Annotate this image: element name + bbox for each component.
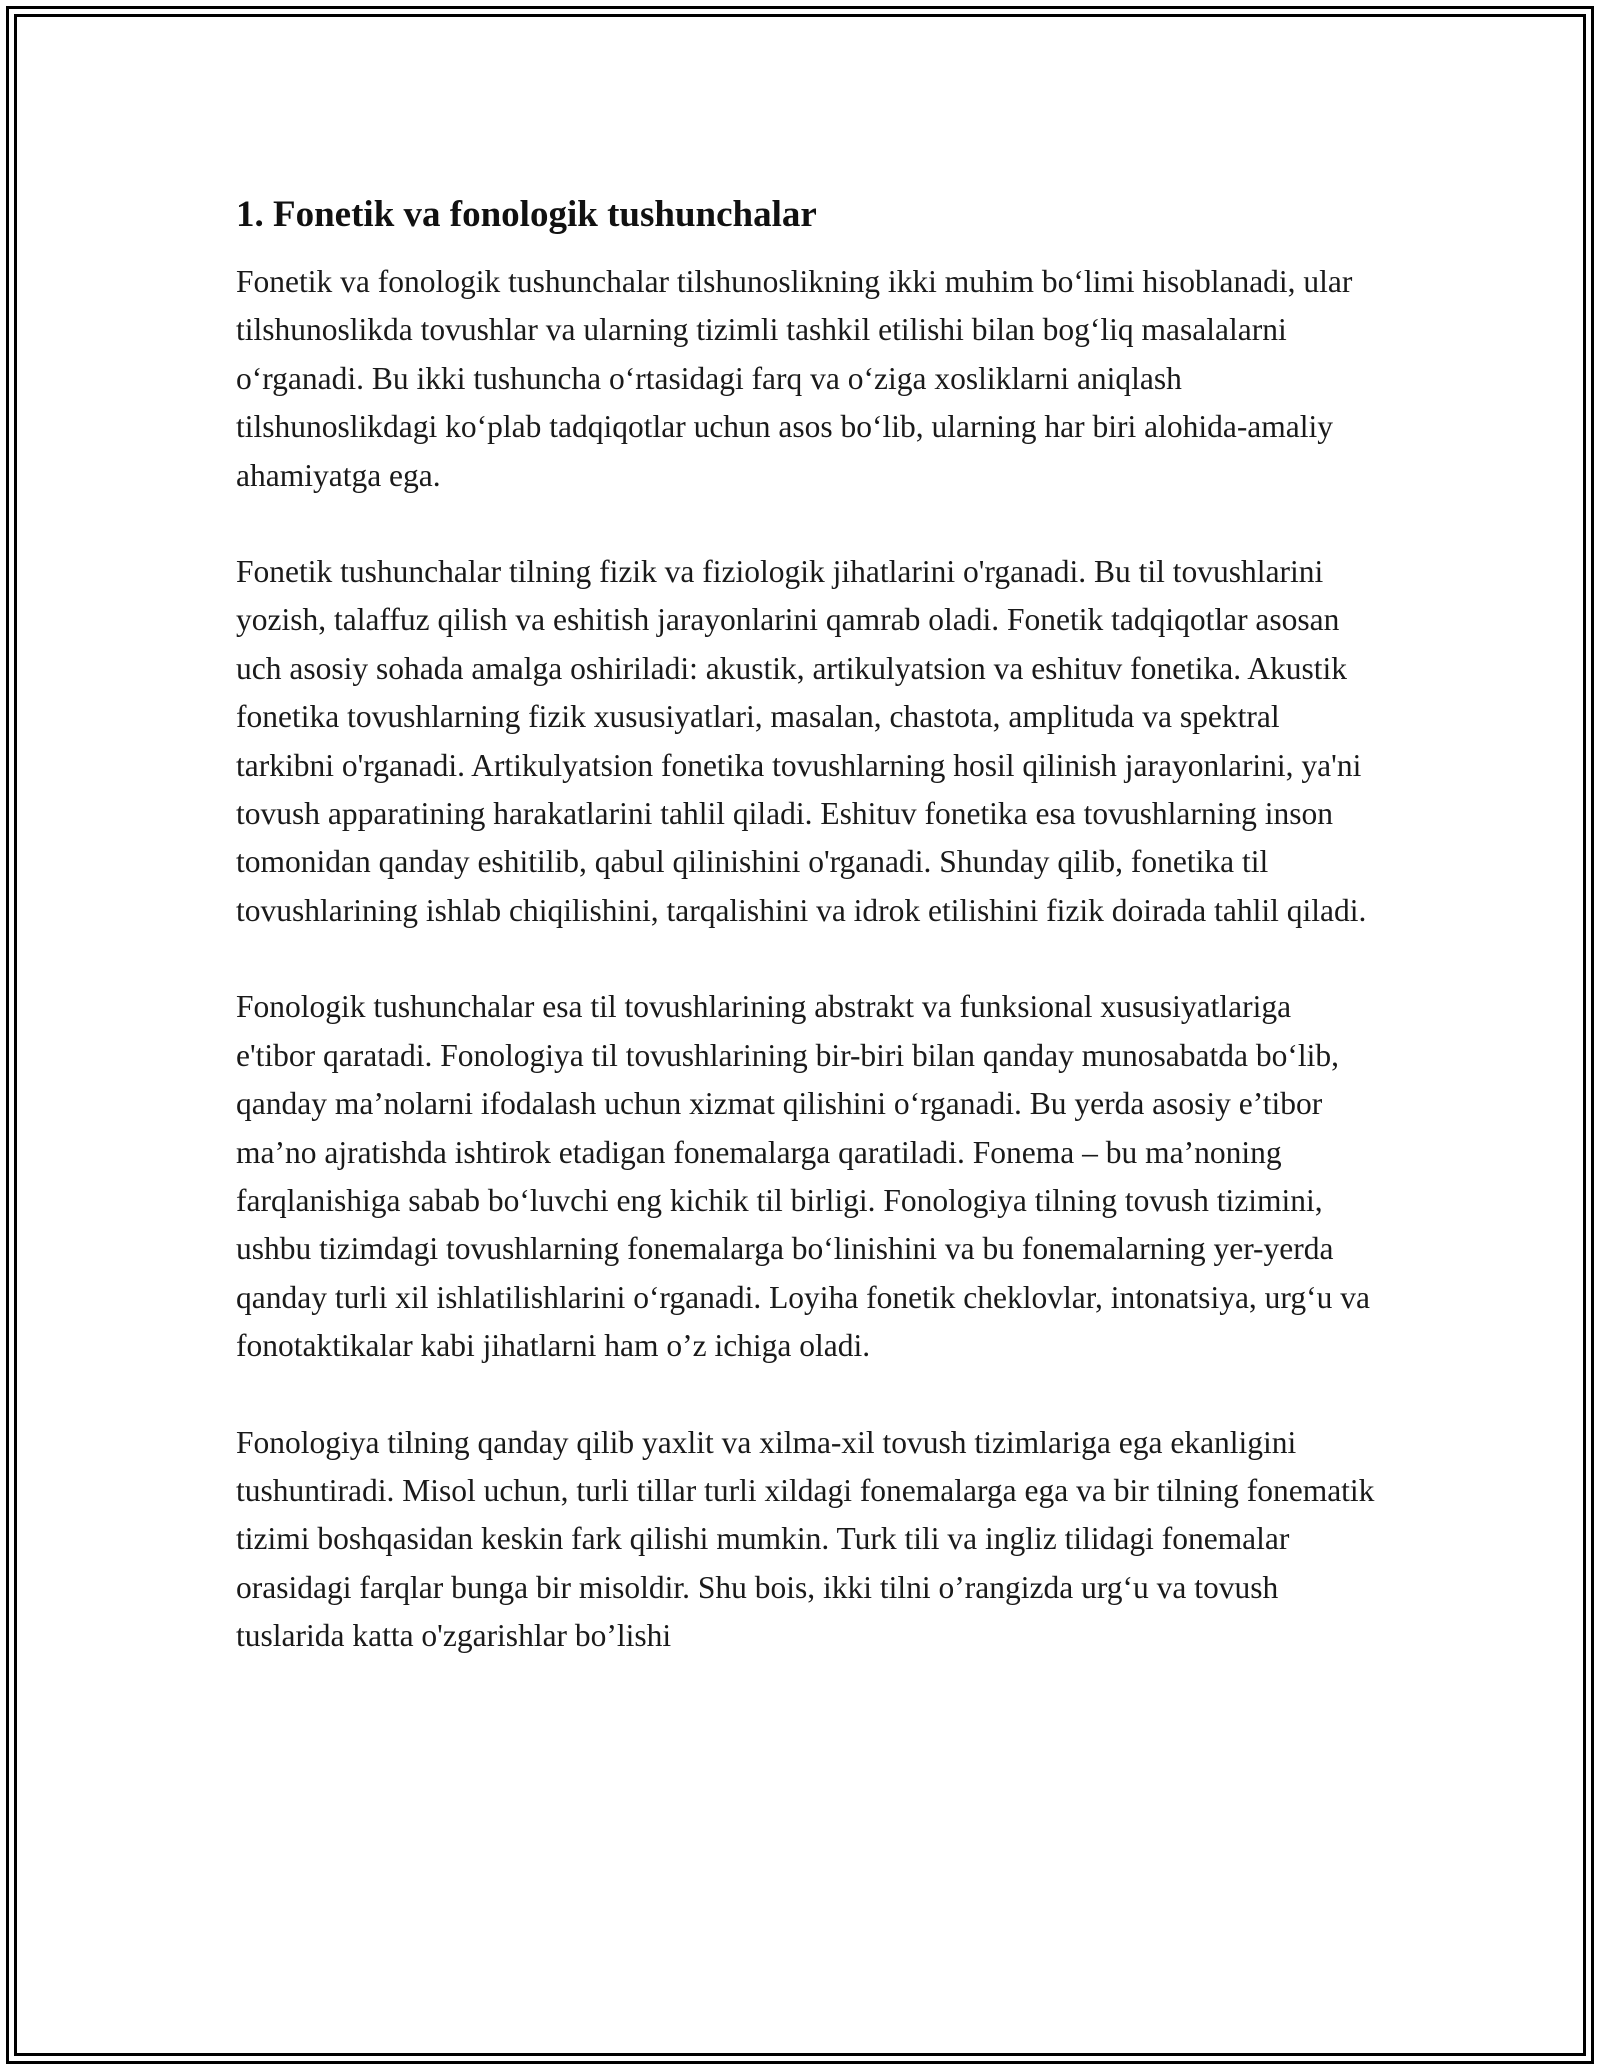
document-body: [236, 190, 1376, 1661]
paragraph-intro: Fonetik va fonologik tushunchalar tilshunoslikning ikki muhim bo‘limi hisoblanadi, ular tilshunoslikda tovushlar va ularning tizimli tashkil etilishi bilan bog‘liq masalalarni o‘rganadi. Bu ikki tushuncha o‘rtasidagi farq va o‘ziga xosliklarni aniqlash tilshunoslikdagi ko‘plab tadqiqotlar uchun asos bo‘lib, ularning har biri alohida-amaliy ahamiyatga ega.: [236, 264, 1353, 493]
paragraph-phonetics: Fonetik tushunchalar tilning fizik va fiziologik jihatlarini o'rganadi. Bu til tovushlarini yozish, talaffuz qilish va eshitish jarayonlarini qamrab oladi. Fonetik tadqiqotlar asosan uch asosiy sohada amalga oshiriladi: akustik, artikulyatsion va eshituv fonetika. Akustik fonetika tovushlarning fizik xususiyatlari, masalan, chastota, amplituda va spektral tarkibni o'rganadi. Artikulyatsion fonetika tovushlarning hosil qilinish jarayonlarini, ya'ni tovush apparatining harakatlarini tahlil qiladi. Eshituv fonetika esa tovushlarning inson tomonidan qanday eshitilib, qabul qilinishini o'rganadi. Shunday qilib, fonetika til tovushlarining ishlab chiqilishini, tarqalishini va idrok etilishini fizik doirada tahlil qiladi.: [236, 554, 1367, 928]
section-heading: 1. Fonetik va fonologik tushunchalar: [236, 194, 817, 235]
paragraph-sound-systems: Fonologiya tilning qanday qilib yaxlit va xilma-xil tovush tizimlariga ega ekanligini tushuntiradi. Misol uchun, turli tillar turli xildagi fonemalarga ega va bir tilning fonematik tizimi boshqasidan keskin fark qilishi mumkin. Turk tili va ingliz tilidagi fonemalar orasidagi farqlar bunga bir misoldir. Shu bois, ikki tilni o’rangizda urg‘u va tovush tuslarida katta o'zgarishlar bo’lishi: [236, 1424, 1375, 1654]
paragraph-phonology: Fonologik tushunchalar esa til tovushlarining abstrakt va funksional xususiyatlariga e'tibor qaratadi. Fonologiya til tovushlarining bir-biri bilan qanday munosabatda bo‘lib, qanday ma’nolarni ifodalash uchun xizmat qilishini o‘rganadi. Bu yerda asosiy e’tibor ma’no ajratishda ishtirok etadigan fonemalarga qaratiladi. Fonema – bu ma’noning farqlanishiga sabab bo‘luvchi eng kichik til birligi. Fonologiya tilning tovush tizimini, ushbu tizimdagi tovushlarning fonemalarga bo‘linishini va bu fonemalarning yer-yerda qanday turli xil ishlatilishlarini o‘rganadi. Loyiha fonetik cheklovlar, intonatsiya, urg‘u va fonotaktikalar kabi jihatlarni ham o’z ichiga oladi.: [236, 989, 1370, 1364]
